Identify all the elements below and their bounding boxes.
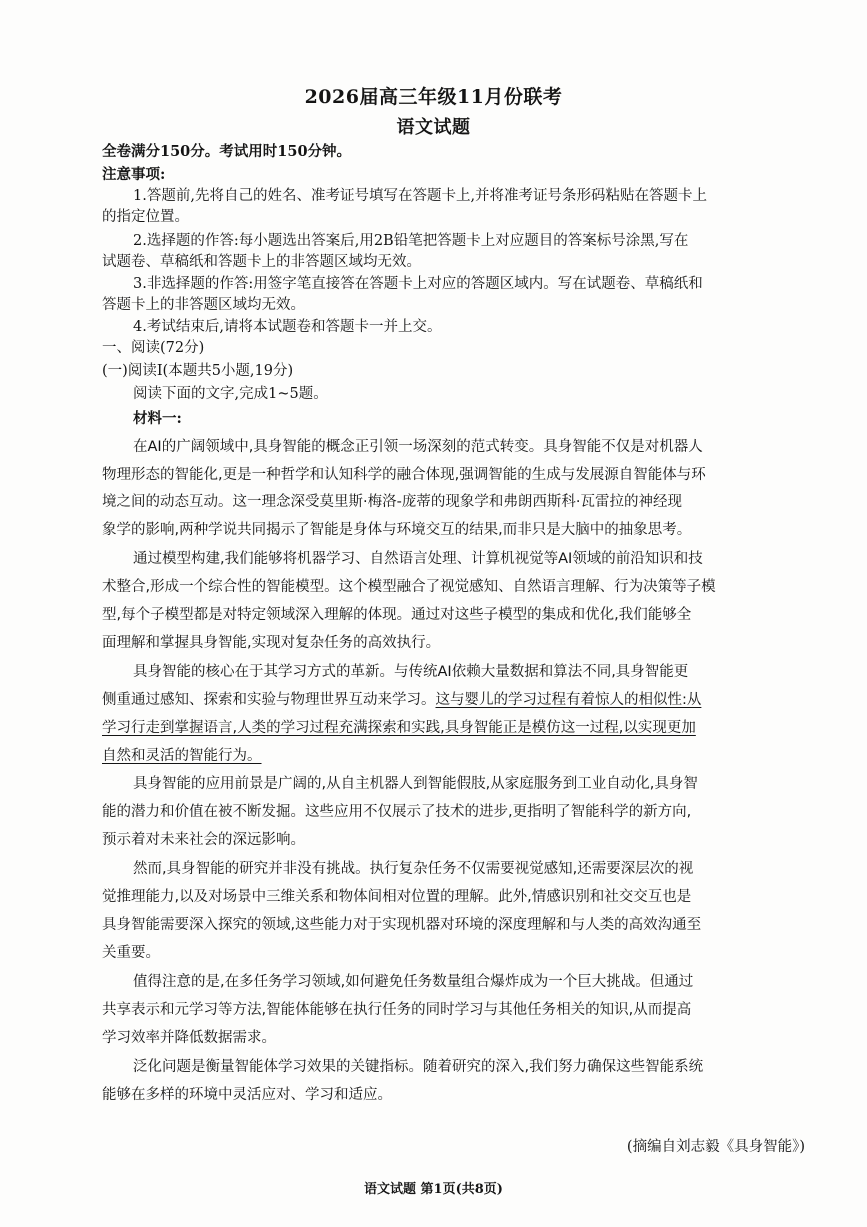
passage-p3-line-2-plain: 侧重通过感知、探索和实验与物理世界互动来学习。 — [102, 692, 436, 708]
notice-item-2-line-2: 试题卷、草稿纸和答题卡上的非答题区域均无效。 — [102, 254, 421, 270]
passage-p4-line-2: 能的潜力和价值在被不断发掘。这些应用不仅展示了技术的进步,更指明了智能科学的新方向, — [102, 804, 692, 820]
page-footer: 语文试题 第1页(共8页) — [364, 1182, 503, 1197]
subject-title: 语文试题 — [396, 117, 471, 138]
notice-item-2-line-1: 2.选择题的作答:每小题选出答案后,用2B铅笔把答题卡上对应题目的答案标号涂黑,写在 — [133, 233, 689, 249]
passage-p4-line-3: 预示着对未来社会的深远影响。 — [102, 832, 305, 848]
material-label: 材料一: — [133, 410, 182, 427]
notice-item-3-line-2: 答题卡上的非答题区域均无效。 — [102, 297, 305, 313]
passage-p6-line-2: 共享表示和元学习等方法,智能体能够在执行任务的同时学习与其他任务相关的知识,从而提高 — [102, 1002, 692, 1018]
reading-instruction: 阅读下面的文字,完成1~5题。 — [133, 386, 328, 402]
notice-item-3-line-1: 3.非选择题的作答:用签字笔直接答在答题卡上对应的答题区域内。写在试题卷、草稿纸和 — [133, 276, 703, 292]
passage-p1-line-2: 物理形态的智能化,更是一种哲学和认知科学的融合体现,强调智能的生成与发展源自智能体与环 — [102, 467, 706, 483]
passage-p6-line-1: 值得注意的是,在多任务学习领域,如何避免任务数量组合爆炸成为一个巨大挑战。但通过 — [133, 974, 694, 990]
passage-p2-line-1: 通过模型构建,我们能够将机器学习、自然语言处理、计算机视觉等AI领域的前沿知识和技 — [133, 551, 703, 567]
passage-p1-line-3: 境之间的动态互动。这一理念深受莫里斯·梅洛-庞蒂的现象学和弗朗西斯科·瓦雷拉的神经现 — [102, 494, 682, 510]
exam-title: 2026届高三年级11月份联考 — [304, 86, 563, 108]
passage-p7-line-1: 泛化问题是衡量智能体学习效果的关键指标。随着研究的深入,我们努力确保这些智能系统 — [133, 1059, 704, 1075]
part-heading: 一、阅读(72分) — [102, 340, 205, 356]
passage-p3-line-2 — [102, 690, 701, 710]
passage-p2-line-4: 面理解和掌握具身智能,实现对复杂任务的高效执行。 — [102, 635, 441, 651]
notice-item-1-line-1: 1.答题前,先将自己的姓名、准考证号填写在答题卡上,并将准考证号条形码粘贴在答题卡上 — [133, 188, 708, 204]
passage-p7-line-2: 能够在多样的环境中灵活应对、学习和适应。 — [102, 1087, 392, 1103]
passage-p5-line-1: 然而,具身智能的研究并非没有挑战。执行复杂任务不仅需要视觉感知,还需要深层次的视 — [133, 861, 694, 877]
passage-p4-line-1: 具身智能的应用前景是广阔的,从自主机器人到智能假肢,从家庭服务到工业自动化,具身智 — [133, 776, 698, 792]
notice-heading: 注意事项: — [102, 166, 166, 183]
notice-item-1-line-2: 的指定位置。 — [102, 209, 189, 225]
reading-heading: (一)阅读Ⅰ(本题共5小题,19分) — [102, 363, 294, 379]
passage-p1-line-4: 象学的影响,两种学说共同揭示了智能是身体与环境交互的结果,而非只是大脑中的抽象思考。 — [102, 522, 692, 538]
passage-p3-line-3-underlined: 学习行走到掌握语言,人类的学习过程充满探索和实践,具身智能正是模仿这一过程,以实现更加 — [102, 720, 696, 736]
passage-p5-line-3: 具身智能需要深入探究的领域,这些能力对于实现机器对环境的深度理解和与人类的高效沟通至 — [102, 917, 702, 933]
passage-p1-line-1: 在AI的广阔领域中,具身智能的概念正引领一场深刻的范式转变。具身智能不仅是对机器人 — [133, 439, 703, 455]
passage-source: (摘编自刘志毅《具身智能》) — [626, 1139, 805, 1155]
notice-item-4: 4.考试结束后,请将本试题卷和答题卡一并上交。 — [133, 319, 442, 335]
passage-p6-line-3: 学习效率并降低数据需求。 — [102, 1030, 276, 1046]
passage-p5-line-2: 觉推理能力,以及对场景中三维关系和物体间相对位置的理解。此外,情感识别和社交交互也是 — [102, 889, 692, 905]
passage-p2-line-3: 型,每个子模型都是对特定领域深入理解的体现。通过对这些子模型的集成和优化,我们能够全 — [102, 607, 692, 623]
passage-p2-line-2: 术整合,形成一个综合性的智能模型。这个模型融合了视觉感知、自然语言理解、行为决策等子模 — [102, 579, 716, 595]
passage-p3-line-1: 具身智能的核心在于其学习方式的革新。与传统AI依赖大量数据和算法不同,具身智能更 — [133, 664, 689, 680]
passage-p5-line-4: 关重要。 — [102, 945, 160, 961]
passage-p3-line-4-underlined: 自然和灵活的智能行为。 — [102, 748, 262, 764]
passage-p3-underlined-text: 这与婴儿的学习过程有着惊人的相似性:从 — [435, 692, 702, 708]
exam-info: 全卷满分150分。考试用时150分钟。 — [102, 143, 352, 160]
